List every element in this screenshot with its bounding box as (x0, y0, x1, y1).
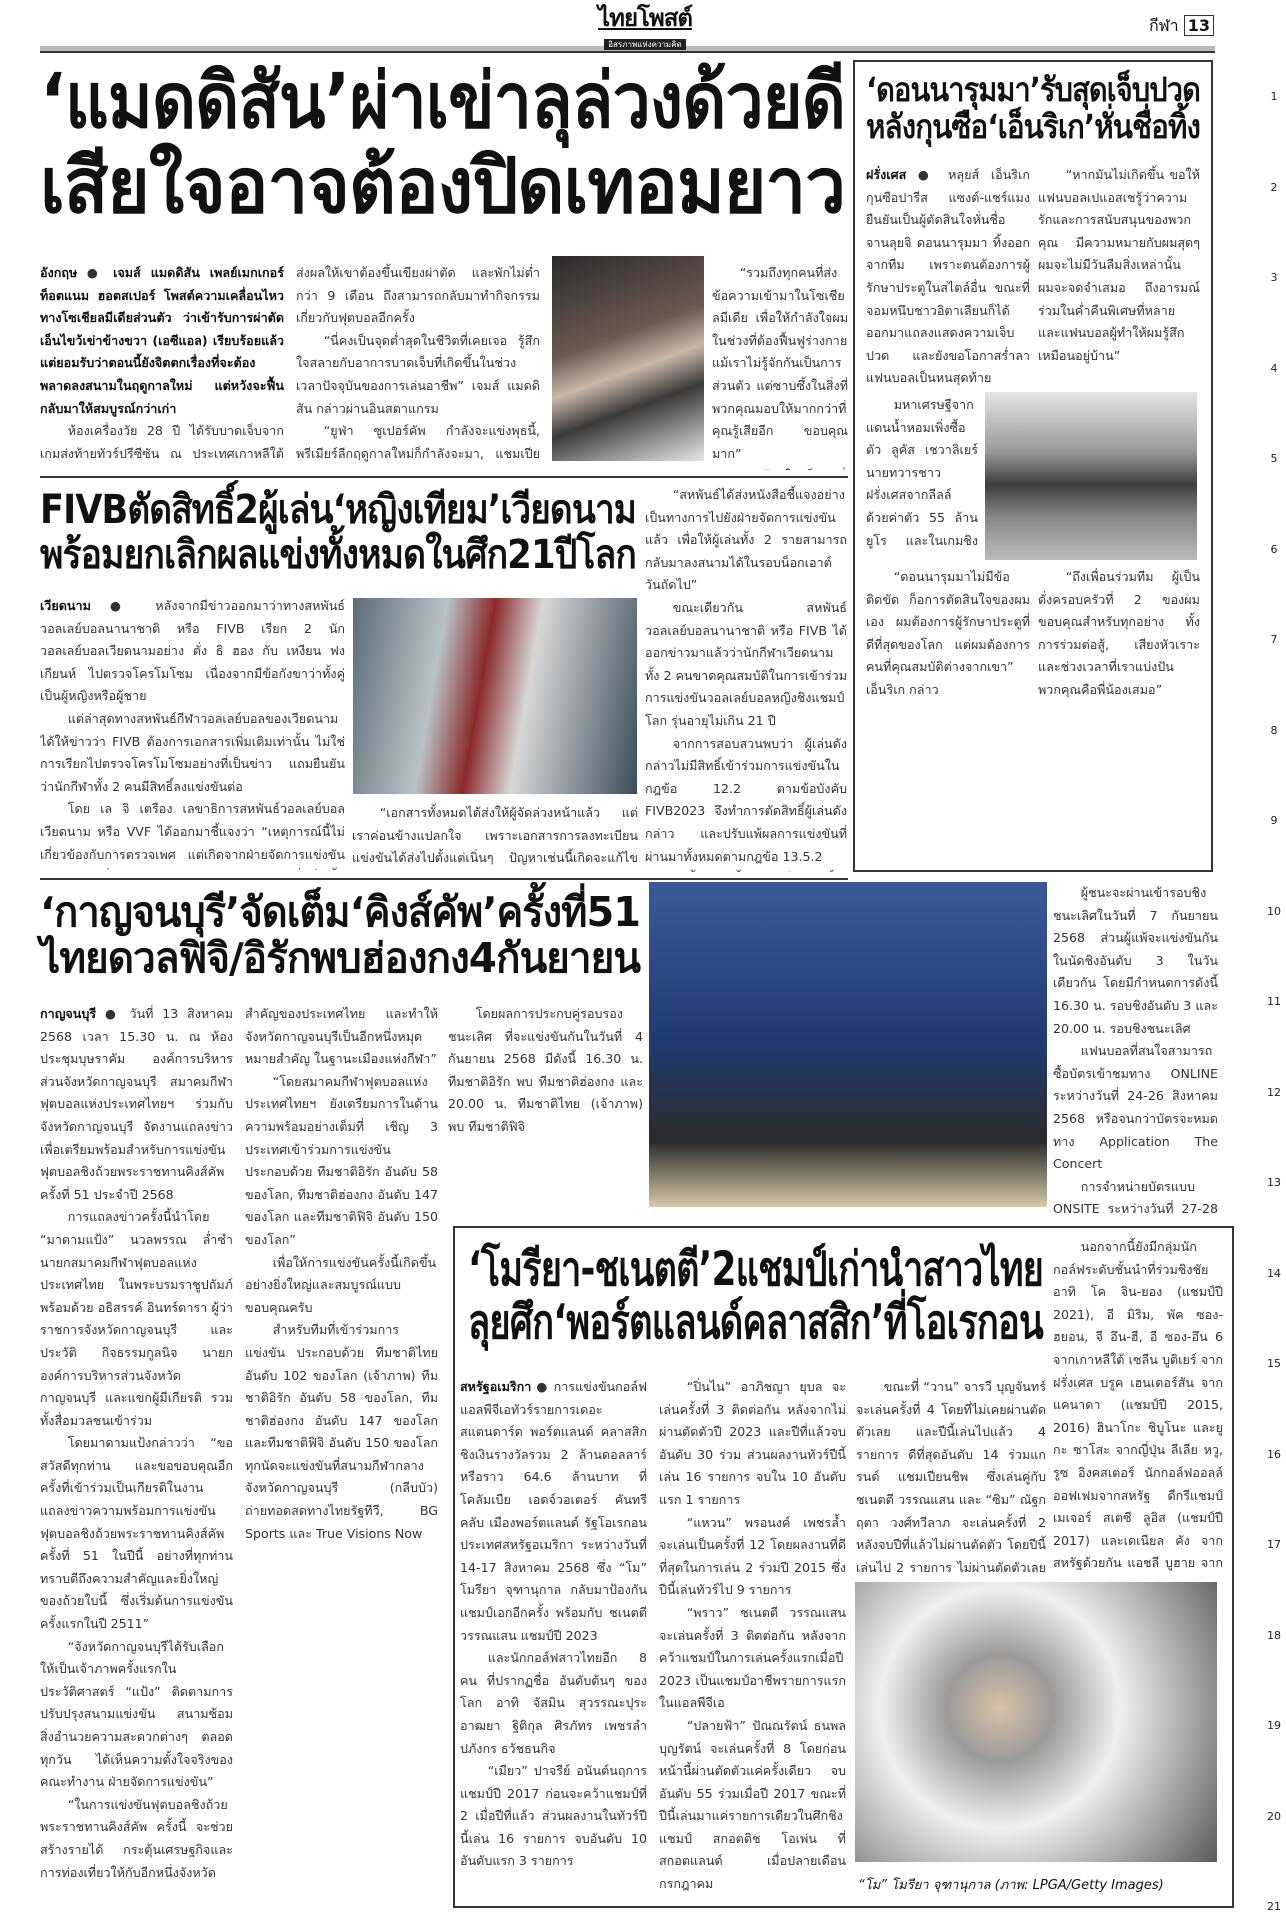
side-number: 1 (1270, 90, 1278, 103)
paragraph: การแถลงข่าวครั้งนี้นำโดย “มาดามแป้ง” นวลพรรณ ล่ำซำ นายกสมาคมกีฬาฟุตบอลแห่งประเทศไทย ในพระบรมราชูปถัมภ์ พร้อมด้วย อธิสรรค์ อินทร์ดารา ผู้ว่าราชการจังหวัดกาญจนบุรี และประวัติ กิจธรรมกูลนิจ นายกองค์การบริหารส่วนจังหวัดกาญจนบุรี และแขกผู้มีเกียรติ รวมทั้งสื่อมวลชนเข้าร่วม (40, 1209, 233, 1428)
side-number: 14 (1267, 1266, 1281, 1280)
newspaper-tagline: อิสรภาพแห่งความคิด (604, 39, 686, 50)
photo-james-maddison (552, 256, 704, 461)
side-number: 3 (1270, 271, 1278, 284)
divider (40, 476, 848, 478)
dateline: อังกฤษ (40, 265, 78, 280)
article-body-kingscup (40, 1003, 438, 1903)
side-number: 2 (1270, 180, 1278, 194)
side-number: 5 (1270, 452, 1278, 465)
divider (40, 878, 848, 880)
article-body-fivb (40, 595, 345, 870)
dateline: ฝรั่งเศส (866, 167, 907, 182)
side-number: 12 (1267, 1085, 1281, 1099)
side-number: 15 (1267, 1357, 1281, 1370)
paragraph: โดยผลการประกบคู่รอบรองชนะเลิศ ที่จะแข่งขันกันในวันที่ 4 กันยายน 2568 มีดังนี้ 16.30 น. ทีมชาติอิรัก พบ ทีมชาติฮ่องกง และ 20.00 น. ทีมชาติไทย (เจ้าภาพ) พบ ทีมชาติฟิจิ (448, 1006, 643, 1134)
newspaper-logo: ไทยโพสต์ อิสรภาพแห่งความคิด (598, 3, 692, 49)
photo-kingscup-press-conference (649, 882, 1047, 1207)
lead-text: เจมส์ แมดดิสัน เพลย์เมกเกอร์ ท็อตแนม ฮอตสเปอร์ โพสต์ความเคลื่อนไหวทางโซเชียลมีเดียส่วนตัว ว่าเข้ารับการผ่าตัดเอ็นไขว้เข่าข้างขวา (เอซีแอล) เรียบร้อยแล้ว แต่ยอมรับว่าตอนนี้ยังจิตตกเรื่องที่จะต้องพลาดลงสนามในฤดูกาลใหม่ แต่หวังจะฟื้นกลับมาให้สมบูรณ์กว่าเก่า (40, 265, 284, 416)
paragraph (712, 465, 848, 470)
paragraph: และนักกอล์ฟสาวไทยอีก 8 คน ที่ปรากฏชื่อ อันดับต้นๆ ของโลก อาทิ จัสมิน สุวรรณะปุระ อาฒยา ฐิติกุล ศิรภัทร เพชรลำ ปภังกร ธวัชธนกิจ (460, 1650, 647, 1756)
article-body-kingscup-cont (1053, 882, 1218, 1220)
paragraph: เพื่อให้การแข่งขันครั้งนี้เกิดขึ้นอย่างยิ่งใหญ่และสมบูรณ์แบบ ขอบคุณครับ (245, 1254, 437, 1315)
side-number: 10 (1267, 904, 1281, 918)
side-number: 7 (1270, 633, 1278, 646)
side-number: 19 (1267, 1719, 1281, 1732)
article-body-donnarumma-lower (866, 566, 1030, 860)
paragraph: “แหวน” พรอนงค์ เพชรล้ำ จะเล่นเป็นครั้งที่ 12 โดยผลงานที่ดีที่สุดในการเล่น 2 ร่วมปี 2015 ซึ่งปีนี้เล่นทัวร์ไป 9 รายการ (659, 1514, 846, 1598)
paragraph: โดยมาดามแป้งกล่าวว่า “ขอสวัสดีทุกท่าน และขอขอบคุณอีกครั้งที่เข้าร่วมเป็นเกียรติในงานแถลงข่าวความพร้อมการแข่งขันฟุตบอลชิงถ้วยพระราชทานคิงส์คัพ ครั้งที่ 51 ในปีนี้ อย่างที่ทุกท่านทราบดีถึงความสำคัญและยิ่งใหญ่ของถ้วยใบนี้ ซึ่งเริ่มต้นการแข่งขันครั้งแรกในปี 2511” (40, 1435, 233, 1632)
side-number: 17 (1267, 1538, 1281, 1551)
dateline-paragraph: สหรัฐอเมริกา ● การแข่งขันกอล์ฟแอลพีจีเอทัวร์รายการเดอะ สแตนดาร์ด พอร์ตแลนด์ คลาสสิก ชิงเงินรางวัลรวม 2 ล้านดอลลาร์ หรือราว 64.6 ล้านบาท ที่โคลัมเบีย เอดจ์วอเตอร์ คันทรี คลับ เมืองพอร์ตแลนด์ รัฐโอเรกอน ประเทศสหรัฐอเมริกา ระหว่างวันที่ 14-17 สิงหาคม 2568 ซึ่ง “โม” โมรียา จุฑานุกาล กลับมาป้องกันแชมป์เอกอีกครั้ง พร้อมกับ ชเนตตี วรรณแสน แชมป์ปี 2023 (460, 1379, 647, 1643)
section-label: กีฬา 13 (1149, 14, 1214, 39)
side-number: 11 (1267, 995, 1281, 1008)
article-body-fivb-mid (352, 802, 638, 870)
side-number: 16 (1267, 1447, 1281, 1461)
article-body-moriya (460, 1376, 846, 1896)
dateline-paragraph: กาญจนบุรี ● วันที่ 13 สิงหาคม 2568 เวลา 15.30 น. ณ ห้องประชุมบุษราคัม องค์การบริหารส่วนจังหวัดกาญจนบุรี สมาคมกีฬาฟุตบอลแห่งประเทศไทยฯ ร่วมกับจังหวัดกาญจนบุรี จัดงานแถลงข่าวเพื่อเตรียมพร้อมสำหรับการแข่งขันฟุตบอลชิงถ้วยพระราชทานคิงส์คัพ ครั้งที่ 51 ประจำปี 2568 (40, 1006, 233, 1202)
side-number: 9 (1270, 814, 1278, 827)
paragraph: “ปิ่นไน” อาภิชญา ยุบล จะเล่นครั้งที่ 3 ติดต่อกัน หลังจากไม่ผ่านตัดตัวปี 2023 และปีที่แล้วจบอันดับ 30 ร่วม ส่วนผลงานทัวร์ปีนี้เล่น 16 รายการ จบใน 10 อันดับแรก 1 รายการ (659, 1379, 846, 1507)
side-number: 8 (1270, 723, 1278, 737)
paragraph: “เอกสารทั้งหมดได้ส่งให้ผู้จัดล่วงหน้าแล้ว แต่เราค่อนข้างแปลกใจ เพราะเอกสารการลงทะเบียนแข่งขันได้ส่งไปตั้งแต่เนิ่นๆ ปัญหาเช่นนี้เกิดจะแก้ไข (352, 805, 638, 866)
paragraph: “โดยสมาคมกีฬาฟุตบอลแห่งประเทศไทยฯ ยังเตรียมการในด้านความพร้อมอย่างเต็มที่ เชิญ 3 ประเทศเข้าร่วมการแข่งขัน ประกอบด้วย ทีมชาติอิรัก อันดับ 58 ของโลก, ทีมชาติฮ่องกง อันดับ 147 ของโลก และทีมชาติฟิจิ อันดับ 150 ของโลก” (245, 1073, 438, 1247)
paragraph: “เมียว” ปาจรีย์ อนันต์นฤการ แชมป์ปี 2017 ก่อนจะคว้าแชมป์ที่ 2 เมื่อปีที่แล้ว ส่วนผลงานในทัวร์ปีนี้เล่น 16 รายการ จบอันดับ 10 อันดับแรก 3 รายการ (460, 1763, 647, 1869)
paragraph (645, 868, 847, 872)
article-body-donnarumma (866, 164, 1030, 388)
dateline: เวียดนาม (40, 598, 91, 613)
paragraph: มหาเศรษฐีจากแดนน้ำหอมเพิ่งซื้อตัว ลูคัส เชวาลิเยร์ นายทวารชาวฝรั่งเศสจากลีลล์ ด้วยค่าตัว 55 ล้านยูโร และในเกมชิง (866, 397, 978, 548)
article-body-donnarumma-col2-lower (1038, 566, 1200, 860)
article-body-maddison-cont (712, 262, 848, 470)
paragraph: สำหรับทีมที่เข้าร่วมการแข่งขัน ประกอบด้วย ทีมชาติไทย อันดับ 102 ของโลก (เจ้าภาพ) ทีมชาติอิรัก อันดับ 58 ของโลก, ทีมชาติฮ่องกง อันดับ 147 ของโลก และทีมชาติฟิจิ อันดับ 150 ของโลก ทุกนัดจะแข่งขันที่สนามกีฬากลางจังหวัดกาญจนบุรี (กลีบบัว) ถ่ายทอดสดทางไทยรัฐทีวี, BG Sports และ True Visions Now (245, 1322, 438, 1541)
paragraph: “พราว” ชเนตตี วรรณแสน จะเล่นครั้งที่ 3 ติดต่อกัน หลังจากคว้าแชมป์ในการเล่นครั้งแรกเมื่อปี 2023 เป็นแชมป์อาชีพรายการแรกในแอลพีจีเอ (659, 1604, 846, 1711)
photo-donnarumma (985, 392, 1197, 560)
paragraph: “สหพันธ์ได้ส่งหนังสือชี้แจงอย่างเป็นทางการไปยังฝ่ายจัดการแข่งขันแล้ว เพื่อให้ผู้เล่นทั้ง 2 รายสามารถกลับมาลงสนามได้ในรอบน็อกเอาต์วันถัดไป” (645, 487, 847, 593)
paragraph: ขณะเดียวกัน สหพันธ์วอลเลย์บอลนานาชาติ หรือ FIVB ได้ออกข่าวมาแล้วว่านักกีฬาเวียดนามทั้ง 2 คนขาดคุณสมบัติในการเข้าร่วมการแข่งขันวอลเลย์บอลหญิงชิงแชมป์โลก รุ่นอายุไม่เกิน 21 ปี (645, 599, 847, 728)
headline-maddison: ‘แมดดิสัน’ผ่าเข่าลุล่วงด้วยดี เสียใจอาจต้องปิดเทอมยาว (40, 56, 846, 231)
paragraph: “จังหวัดกาญจนบุรีได้รับเลือกให้เป็นเจ้าภาพครั้งแรกในประวัติศาสตร์ “แป้ง” ติดตามการปรับปรุงสนามแข่งขัน สนามซ้อม สิ่งอำนวยความสะดวกต่างๆ ตลอดทุกวัน ได้เห็นความตั้งใจจริงของคณะทำงาน ฝ่ายจัดการแข่งขัน” (40, 1638, 233, 1790)
lead-text: หลังจากมีข่าวออกมาว่าทางสหพันธ์วอลเลย์บอลนานาชาติ หรือ FIVB เรียก 2 นักวอลเลย์บอลเวียดนามอย่าง ตั่ง ธิ ฮอง กับ เหงียน ฟง เกียนห์ ไปตรวจโครโมโซม เนื่องจากมีข้อกังขาว่าทั้งคู่เป็นผู้หญิงหรือผู้ชาย (40, 598, 345, 704)
dateline-paragraph: เวียดนาม ● หลังจากมีข่าวออกมาว่าทางสหพันธ์วอลเลย์บอลนานาชาติ หรือ FIVB เรียก 2 นักวอลเลย์บอลเวียดนามอย่าง ตั่ง ธิ ฮอง กับ เหงียน ฟง เกียนห์ ไปตรวจโครโมโซม เนื่องจากมีข้อกังขาว่าทั้งคู่เป็นผู้หญิงหรือผู้ชาย (40, 598, 345, 704)
paragraph: ผู้ชนะจะผ่านเข้ารอบชิงชนะเลิศในวันที่ 7 กันยายน 2568 ส่วนผู้แพ้จะแข่งขันกันในนัดชิงอันดับ 3 ในวันเดียวกัน โดยมีกำหนดการดังนี้ 16.30 น. รอบชิงอันดับ 3 และ 20.00 น. รอบชิงชนะเลิศ (1053, 885, 1218, 1036)
headline-fivb: FIVBตัดสิทธิ์2ผู้เล่น‘หญิงเทียม’เวียดนาม พร้อมยกเลิกผลแข่งทั้งหมดในศึก21ปีโลก (40, 487, 637, 578)
side-number: 13 (1267, 1176, 1281, 1189)
article-body-moriya-cont (1053, 1236, 1223, 1574)
paragraph: ห้องเครื่องวัย 28 ปี ได้รับบาดเจ็บจากเกมส่งท้ายทัวร์ปรีซีซัน ณ ประเทศเกาหลีใต้ ส่งผลให้เขาต้องขึ้นเขียงผ่าตัด และพักไม่ต่ำกว่า 9 เดือน ถึงสามารถกลับมาทำกิจกรรมเกี่ยวกับฟุตบอลอีกครั้ง (40, 265, 540, 461)
article-body-donnarumma-wrap (866, 394, 978, 552)
dateline-paragraph: ฝรั่งเศส ● หลุยส์ เอ็นริเก กุนซือปารีส แซงต์-แชร์แมง ยืนยันเป็นผู้ตัดสินใจหั่นชื่อ จานลุยจิ ดอนนารุมมา ทิ้งออกจากทีม เพราะตนต้องการผู้รักษาประตูในสไตล์อื่น ขณะที่จอมหนึบชาวอิตาเลียนก็ได้ออกมาแถลงแสดงความเจ็บปวด และยังขอโอกาสร่ำลาแฟนบอลเป็นหนสุดท้าย (866, 167, 1030, 386)
headline-moriya: ‘โมรียา-ชเนตตี’2แชมป์เก่านำสาวไทย ลุยศึก‘พอร์ตแลนด์คลาสสิก’ที่โอเรกอน (468, 1242, 1044, 1350)
paragraph: “หากมันไม่เกิดขึ้น ขอให้แฟนบอลเปแอสเชรู้ว่าความรักและการสนับสนุนของพวกคุณ มีความหมายกับผมสุดๆ ผมจะไม่มีวันลืมสิ่งเหล่านั้น ผมจะจดจำเสมอ ถึงอารมณ์ร่วมในค่ำคืนพิเศษที่หลาย และแฟนบอลผู้ทำให้ผมรู้สึกเหมือนอยู่บ้าน” (1038, 167, 1200, 363)
paragraph: “ถึงเพื่อนร่วมทีม ผู้เป็นดั่งครอบครัวที่ 2 ของผม ขอบคุณสำหรับทุกอย่าง ทั้งการร่วมต่อสู้, เสียงหัวเราะ และช่วงเวลาที่เราแบ่งปัน พวกคุณคือพี่น้องเสมอ” (1038, 569, 1200, 697)
paragraph: โดย เล จิ เตรือง เลขาธิการสหพันธ์วอลเลย์บอลเวียดนาม หรือ VVF ได้ออกมาชี้แจงว่า “เหตุการณ์นี้ไม่เกี่ยวข้องกับการตรวจเพศ แต่เกิดจากฝ่ายจัดการแข่งขัน (40, 801, 345, 862)
paragraph: “นี่คงเป็นจุดต่ำสุดในชีวิตที่เคยเจอ รู้สึกใจสลายกับอาการบาดเจ็บที่เกิดขึ้นในช่วงเวลาปัจจุบันของการเล่นอาชีพ” เจมส์ แมดดิสัน กล่าวผ่านอินสตาแกรม (296, 332, 540, 416)
article-body-kingscup-col3 (448, 1003, 643, 1219)
paragraph: จากการสอบสวนพบว่า ผู้เล่นดังกล่าวไม่มีสิทธิ์เข้าร่วมการแข่งขันในกฎข้อ 12.2 ตามข้อบังคับ FIVB2023 จึงทำการตัดสิทธิ์ผู้เล่นดังกล่าว และปรับแพ้ผลการแข่งขันที่ผ่านมาทั้งหมดตามกฎข้อ 13.5.2 (645, 735, 847, 864)
side-number: 6 (1270, 542, 1278, 556)
dateline: สหรัฐอเมริกา (460, 1379, 532, 1394)
article-body-donnarumma-col2 (1038, 164, 1200, 388)
page-number: 13 (1184, 15, 1214, 36)
dateline: กาญจนบุรี (40, 1006, 97, 1021)
side-number: 4 (1270, 361, 1278, 375)
headline-kingscup: ‘กาญจนบุรี’จัดเต็ม‘คิงส์คัพ’ครั้งที่51 ไทยดวลฟิจิ/อิรักพบฮ่องกง4กันยายน (40, 888, 641, 982)
paragraph: ขณะที่ “วาน” จารวี บุญจันทร์ จะเล่นครั้งที่ 4 โดยที่ไม่เคยผ่านตัดตัวเลย และปีนี้เล่นไปแล้ว 4 รายการ ดีที่สุดอันดับ 14 ร่วมแกรนด์ แชมเปียนชิพ ซึ่งเล่นคู่กับ ชเนตตี วรรณแสน และ “ซิม” ณัฐกฤตา วงศ์ทวีลาภ จะเล่นครั้งที่ 2 หลังจบปีที่แล้วไม่ผ่านตัดตัว โดยปีนี้เล่นไป 2 รายการ ไม่ผ่านตัดตัวเลย (856, 1379, 1046, 1574)
paragraph: แฟนบอลที่สนใจสามารถซื้อบัตรเข้าชมทาง ONLINE ระหว่างวันที่ 24-26 สิงหาคม 2568 หรือจนกว่าบัตรจะหมด ทาง Application The Concert (1053, 1043, 1218, 1172)
article-body-moriya-col3 (856, 1376, 1046, 1574)
paragraph: “ยูฟ่า ซูเปอร์คัพ กำลังจะแข่งพุธนี้, พรีเมียร์ลีกฤดูกาลใหม่ก็กำลังจะมา, แชมเปีย (296, 423, 540, 461)
lead-text: การแข่งขันกอล์ฟแอลพีจีเอทัวร์รายการเดอะ สแตนดาร์ด พอร์ตแลนด์ คลาสสิก ชิงเงินรางวัลรวม 2 ล้านดอลลาร์ หรือราว 64.6 ล้านบาท ที่โคลัมเบีย เอดจ์วอเตอร์ คันทรี คลับ เมืองพอร์ตแลนด์ รัฐโอเรกอน ประเทศสหรัฐอเมริกา ระหว่างวันที่ 14-17 สิงหาคม 2568 ซึ่ง “โม” โมรียา จุฑานุกาล กลับมาป้องกันแชมป์เอกอีกครั้ง พร้อมกับ ชเนตตี วรรณแสน แชมป์ปี 2023 (460, 1379, 647, 1643)
photo-caption: “โม” โมรียา จุฑานุกาล (ภาพ: LPGA/Getty Images) (858, 1878, 1164, 1893)
article-body-fivb-cont (645, 484, 847, 872)
paragraph: นอกจากนี้ยังมีกลุ่มนักกอล์ฟระดับชั้นนำที่ร่วมชิงชัยอาทิ โค จิน-ยอง (แชมป์ปี 2021), อี มิริม, พัค ซอง-ฮยอน, จี อึน-ฮี, อี ซอง-อึน 6 จากเกาหลีใต้ เซลีน บูติเยร์ จากฝรั่งเศส บรูค เฮนเดอร์สัน จากแคนาดา (แชมป์ปี 2015, 2016) ฮินาโกะ ชิบูโนะ และยูกะ ซาโสะ จากญี่ปุ่น ลีเลีย หวู, รูซ อิงคสเตอร์ นักกอล์ฟออลล์ออฟเฟมจากสหรัฐ ดีกรีแชมป์เมเจอร์ สเตซี ลูอิส (แชมป์ปี 2017) และเดเนียล คัง จากสหรัฐด้วยกัน แอชลี บูฮาย จาก (1053, 1239, 1223, 1571)
side-number: 21 (1267, 1900, 1281, 1913)
side-number: 20 (1267, 1809, 1281, 1823)
paragraph: “ดอนนารุมมาไม่มีข้อติดขัด ก็อการตัดสินใจของผมเอง ผมต้องการผู้รักษาประตูที่ดีที่สุดของโลก แต่ผมต้องการคนที่คุณสมบัติต่างจากเขา” เอ็นริเก กล่าว (866, 569, 1030, 697)
lead-text: หลุยส์ เอ็นริเก กุนซือปารีส แซงต์-แชร์แมง ยืนยันเป็นผู้ตัดสินใจหั่นชื่อ จานลุยจิ ดอนนารุมมา ทิ้งออกจากทีม เพราะตนต้องการผู้รักษาประตูในสไตล์อื่น ขณะที่จอมหนึบชาวอิตาเลียนก็ได้ออกมาแถลงแสดงความเจ็บปวด และยังขอโอกาสร่ำลาแฟนบอลเป็นหนสุดท้าย (866, 167, 1030, 386)
paragraph: แต่ล่าสุดทางสหพันธ์กีฬาวอลเลย์บอลของเวียดนามได้ให้ข่าวว่า FIVB ต้องการเอกสารเพิ่มเติมเท่านั้น ไม่ใช่การเรียกไปตรวจโครโมโซมอย่างที่เป็นข่าว แถมยืนยันว่านักกีฬาทั้ง 2 คนมีสิทธิ์ลงแข่งขันต่อ (40, 710, 345, 794)
dateline-paragraph: อังกฤษ ● เจมส์ แมดดิสัน เพลย์เมกเกอร์ ท็อตแนม ฮอตสเปอร์ โพสต์ความเคลื่อนไหวทางโซเชียลมีเดียส่วนตัว ว่าเข้ารับการผ่าตัดเอ็นไขว้เข่าข้างขวา (เอซีแอล) เรียบร้อยแล้ว แต่ยอมรับว่าตอนนี้ยังจิตตกเรื่องที่จะต้องพลาดลงสนามในฤดูกาลใหม่ แต่หวังจะฟื้นกลับมาให้สมบูรณ์กว่าเก่า (40, 265, 284, 416)
paragraph: “รวมถึงทุกคนที่ส่งข้อความเข้ามาในโซเชียลมีเดีย เพื่อให้กำลังใจผมในช่วงที่ต้องฟื้นฟูร่างกาย แม้เราไม่รู้จักกันเป็นการส่วนตัว แต่ซาบซึ้งในสิ่งที่พวกคุณมอบให้มากกว่าที่คุณรู้เสียอีก ขอบคุณมาก” (712, 265, 848, 461)
side-number: 18 (1267, 1628, 1281, 1642)
paragraph: การจำหน่ายบัตรแบบ ONSITE ระหว่างวันที่ 27-28 (1053, 1178, 1218, 1217)
paragraph: “ในการแข่งขันฟุตบอลชิงถ้วยพระราชทานคิงส์คัพ ครั้งนี้ จะช่วยสร้างรายได้ กระตุ้นเศรษฐกิจและการท่องเที่ยวให้กับอีกหนึ่งจังหวัดสำคัญของประเทศไทย และทำให้จังหวัดกาญจนบุรีเป็นอีกหนึ่งหมุดหมายสำคัญ ในฐานะเมืองแห่งกีฬา” (40, 1006, 438, 1880)
photo-moriya-jutanugarn (855, 1582, 1217, 1862)
lead-text: วันที่ 13 สิงหาคม 2568 เวลา 15.30 น. ณ ห้องประชุมบุษราคัม องค์การบริหารส่วนจังหวัดกาญจนบุรี สมาคมกีฬาฟุตบอลแห่งประเทศไทยฯ ร่วมกับจังหวัดกาญจนบุรี จัดงานแถลงข่าวเพื่อเตรียมพร้อมสำหรับการแข่งขันฟุตบอลชิงถ้วยพระราชทานคิงส์คัพ ครั้งที่ 51 ประจำปี 2568 (40, 1006, 233, 1202)
paragraph: “ปลายฟ้า” ปัณณรัตน์ ธนพลบุญรัตน์ จะเล่นครั้งที่ 8 โดยก่อนหน้านี้ผ่านตัดตัวแค่ครั้งเดียว จบอันดับ 55 ร่วมเมื่อปี 2017 ขณะที่ปีนี้เล่นมาแค่รายการเดียวในศึกชิงแชมป์ สกอตติช โอเพ่น ที่สกอตแลนด์ เมื่อปลายเดือนกรกฎาคม (659, 1717, 846, 1892)
headline-donnarumma: ‘ดอนนารุมมา’รับสุดเจ็บปวด หลังกุนซือ‘เอ็นริเก’หั่นชื่อทิ้ง (866, 70, 1201, 146)
photo-volleyball-match (353, 598, 637, 794)
article-body-maddison (40, 262, 540, 470)
